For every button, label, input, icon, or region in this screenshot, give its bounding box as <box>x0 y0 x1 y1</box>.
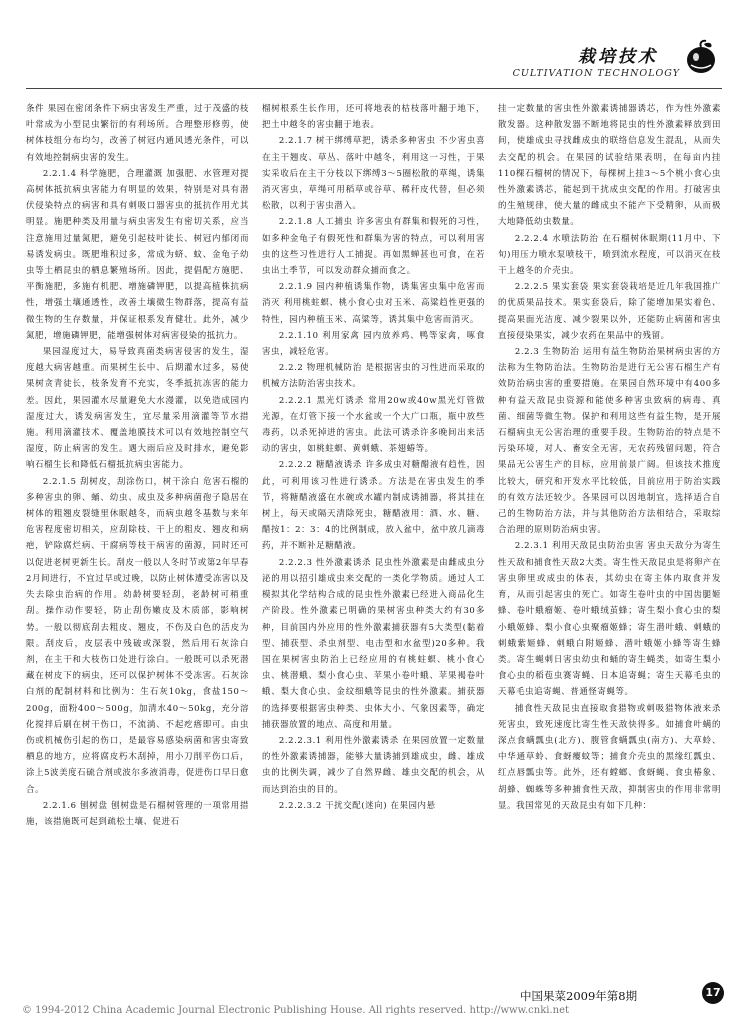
paragraph: 2.2.2.3 性外激素诱杀 昆虫性外激素是由雌成虫分泌的用以招引雄成虫来交配的一类化学物质。通过人工模拟其化学结构合成的昆虫性外激素已经进入商品化生产阶段。性外激素已明确的果树害虫种类大约有30多种，目前国内外应用的性外激素捕获器有5大类型(黏着型、捕获型、杀虫剂型、电击型和水盆型)20多种。我国在果树害虫防治上已经应用的有桃蛀螟、桃小食心虫、桃潜蛾、梨小食心虫、苹果小卷叶蛾、苹果褐卷叶蛾、梨大食心虫、金纹细蛾等昆虫的性外激素。捕获器的选择要根据害虫种类、虫体大小、气象因素等，确定捕获器放置的地点、高度和用量。 <box>262 556 485 729</box>
paragraph: 2.2.2.5 果实套袋 果实套袋栽培是近几年我国推广的优质果品技术。果实套袋后，除了能增加果实着色、提高果面光洁度、减少裂果以外，还能防止病菌和害虫直接侵染果实，减少农药在果品中的残留。 <box>498 281 721 340</box>
paragraph: 2.2.1.9 园内种植诱集作物，诱集害虫集中危害而消灭 利用桃蛀螟、桃小食心虫对玉米、高粱趋性更强的特性，园内种植玉米、高粱等，诱其集中危害而消灭。 <box>262 281 485 324</box>
paragraph: 2.2.2.3.2 干扰交配(迷向) 在果园内悬 <box>278 799 436 810</box>
fruit-logo-icon <box>682 38 720 76</box>
text-column-1 <box>26 100 249 966</box>
paragraph: 2.2.3.1 利用天敌昆虫防治虫害 害虫天敌分为寄生性天敌和捕食性天敌2大类。寄生性天敌昆虫是将卵产在害虫卵里或成虫的体表，其幼虫在寄主体内取食并发育，从而引起害虫的死亡。如寄生卷叶虫的中国齿腿姬蜂、卷叶蛾瘤姬、卷叶蛾绒茧蜂；寄生梨小食心虫的梨小蛾姬蜂、梨小食心虫聚瘤姬蜂；寄生潜叶蛾、刺蛾的刺蛾紫姬蜂、刺蛾白附姬蜂、潜叶蛾姬小蜂等寄生蜂类。寄生蝇刺日害虫幼虫和蛹的寄生蝇类，如寄生梨小食心虫的稻苞虫赛寄蝇、日本追寄蝇；寄生天幕毛虫的天幕毛虫追寄蝇、普通怪寄蝇等。 <box>498 540 721 697</box>
paragraph: 捕食性天敌昆虫直接取食猎物或刺吸猎物体液来杀死害虫，致死速度比寄生性天敌快得多。如捕食叶螨的深点食螨瓢虫(北方)、腹管食螨瓢虫(南方)、大草蛉、中华通草蛉、食蚜瘿蚊等；捕食介壳虫的黑缘红瓢虫、红点唇瓢虫等。此外，还有螳螂、食蚜蝇、食虫椿象、胡蜂、蜘蛛等多种捕食性天敌，抑制害虫的作用非常明显。我国常见的天敌昆虫有如下几种： <box>498 702 721 810</box>
page-header <box>0 0 750 96</box>
article-body <box>26 100 722 966</box>
text-column-3 <box>498 100 721 966</box>
paragraph: 2.2.2.1 黑光灯诱杀 常用20w或40w黑光灯管做光源，在灯管下接一个水盆或一个大广口瓶，瓶中放些毒药，以杀死掉进的害虫。此法可诱杀许多晚间出来活动的害虫，如桃蛀螟、黄刺蛾、茶翅蝽等。 <box>262 394 485 454</box>
paragraph: 2.2.2 物理机械防治 是根据害虫的习性进而采取的机械方法防治害虫技术。 <box>262 362 485 389</box>
paragraph: 2.2.2.2 糖醋液诱杀 许多成虫对糖醋液有趋性，因此，可利用该习性进行诱杀。方法是在害虫发生的季节，将糖醋液盛在水碗或水罐内制成诱捕器，将其挂在树上，每天或隔天清除死虫，糖醋液用：酒、水、糖、醋按1：2：3：4的比例制成，放入盆中，盆中放几滴毒药，并不断补足糖醋液。 <box>262 459 485 551</box>
header-rule <box>26 88 722 89</box>
paragraph: 2.2.1.8 人工捕虫 许多害虫有群集和假死的习性，如多种金龟子有假死性和群集为害的特点，可以利用害虫的这些习性进行人工捕捉。再如黑蝉甚也可食，在若虫出土季节，可以发动群众捕而食之。 <box>262 216 485 276</box>
paragraph: 2.2.2.4 水喷法防治 在石榴树休眠期(11月中、下旬)用压力喷水泵喷枝干，喷到流水程度，可以消灭在枝干上越冬的介壳虫。 <box>498 232 721 276</box>
section-title: 栽培技术 <box>578 47 658 67</box>
text-column-2 <box>262 100 485 966</box>
paragraph: 2.2.1.10 利用家禽 园内放养鸡、鸭等家禽，啄食害虫，减轻危害。 <box>262 329 485 357</box>
paragraph: 2.2.3 生物防治 运用有益生物防治果树病虫害的方法称为生物防治法。生物防治是进行无公害石榴生产有效防治病虫害的重要措施。在果园自然环境中有400多种有益天敌昆虫资源和能使多种害虫致病的病毒、真菌、细菌等微生物。保护和利用这些有益生物，是开展石榴病虫无公害治理的重要手段。生物防治的特点是不污染环境，对人、畜安全无害，无农药残留问题，符合果品无公害生产的目标，应用前景广阔。但该技术推度比较大，研究和开发水平比较低，目前应用于防治实践的有效方法还较少。各果园可以因地制宜，选择适合自己的生物防治方法，并与其他防治方法相结合，采取综合治理的原则防治病虫害。 <box>498 346 721 535</box>
paragraph: 条件 果园在密闭条件下病虫害发生严重，过于茂盛的枝叶常成为小型昆虫繁衍的有利场所。合理整形修剪，使树体枝组分布均匀，改善了树冠内通风透光条件，可以有效地控制病虫害的发生。 <box>26 103 249 162</box>
paragraph: 2.2.1.5 刮树皮，刮涂伤口，树干涂白 危害石榴的多种害虫的卵、蛹、幼虫、成虫及多种病菌孢子隐居在树体的粗翘皮裂缝里休眠越冬，而病虫越冬基数与来年危害程度密切相关，应刮除枝、干上的粗皮、翘皮和病疤，铲除腐烂病、干腐病等枝干病害的菌源，同时还可以促进老树更新生长。刮皮一般以人冬时节或第2年早春2月间进行，不宜过早或过晚，以防止树体遭受冻害以及失去除虫治病的作用。幼龄树要轻刮，老龄树可稍重刮。操作动作要轻，防止刮伤嫩皮及木质部，影响树势。一般以彻底刮去粗皮、翘皮，不伤及白色的活皮为限。刮皮后，皮层表中残破或深裂，然后用石灰涂白剂，在主干和大枝伤口处进行涂白。一般既可以杀死潜藏在树皮下的病虫，还可以保护树体不受冻害。石灰涂白剂的配制材料和比例为：生石灰10kg，食盐150～200g，面粉400～500g，加清水40～50kg，充分溶化搅拌后刷在树干伤口，不流淌、不起疙瘩即可。由虫伤或机械伤引起的伤口，是最容易感染病菌和害虫寄致栖息的地方，应将腐皮朽木刮掉，用小刀削平伤口后，涂上5波美度石硫合剂或波尔多液消毒，促进伤口早日愈合。 <box>26 475 249 794</box>
paragraph: 榴树根系生长作用，还可将地表的枯枝落叶翻于地下，把土中越冬的害虫翻于地表。 <box>262 103 485 130</box>
paragraph: 2.2.1.7 树干绑缚草把，诱杀多种害虫 不少害虫喜在主干翘皮、草丛、落叶中越冬，利用这一习性，于果实采收后在主干分枝以下绑缚3～5圈松散的草绳，诱集消灭害虫，草绳可用稻草或谷草、稀秆皮代替，但必须松散，以利于害虫潜入。 <box>262 135 485 211</box>
section-subtitle: CULTIVATION TECHNOLOGY <box>512 68 680 79</box>
page-number: 17 <box>702 982 724 1004</box>
paragraph: 果园湿度过大，易导致真菌类病害侵害的发生，湿度越大病害越重。而果树生长中、后期灌水过多，易使果树贪青徒长，枝条发育不充实，冬季抵抗冻害的能力差。因此，果园灌水尽量避免大水漫灌，以免造成园内湿度过大，诱发病害发生，宜尽量采用滴灌等节水措施。利用滴灌技术、覆盖地膜技术可以有效地控制空气湿度，防止病害的发生。遇大雨后应及时排水，避免影响石榴生长和降低石榴抵抗病虫害能力。 <box>26 346 249 470</box>
copyright-notice: © 1994-2012 China Academic Journal Electronic Publishing House. All rights reserved. http://www.cnki.net <box>22 1005 570 1016</box>
paragraph: 2.2.1.6 刨树盘 刨树盘是石榴树管理的一项常用措施，该措施既可起到疏松土壤、促进石 <box>26 799 249 826</box>
journal-issue: 中国果菜2009年第8期 <box>520 989 638 1003</box>
paragraph: 2.2.1.4 科学施肥，合理灌溉 加强肥、水管理对提高树体抵抗病虫害能力有明显的效果，特别是对具有潜伏侵染特点的病害和具有刺吸口器害虫的抵抗作用尤其明显。施肥种类及用量与病虫害发生有密切关系，应当注意施用过量氮肥，避免引起枝叶徒长、树冠内郁闭而易诱发病虫。既肥堆积过多，常成为蛴、蚊、金龟子幼虫等土栖昆虫的栖息繁殖场所。因此，提倡配方施肥、平衡施肥，多施有机肥、增施磷钾肥，以提高植株抗病性，增强土壤通透性，改善土壤微生物群落，提高有益微生物的生存数量，并保证根系发育健壮。此外，减少氮肥，增施磷钾肥，能增强树体对病害侵染的抵抗力。 <box>26 167 249 340</box>
paragraph: 挂一定数量的害虫性外激素诱捕器诱芯，作为性外激素散发器。这种散发器不断地将昆虫的性外激素释放到田间，使雄成虫寻找雌成虫的联络信息发生混乱，从而失去交配的机会。在果园的试验结果表明，在每亩内挂110棵石榴树的情况下，每棵树上挂3～5个桃小食心虫性外激素诱芯，能起到干扰成虫交配的作用。打破害虫的生殖规律，使大量的雌成虫不能产下受精卵，从而极大地降低幼虫数量。 <box>498 103 721 227</box>
paragraph: 2.2.2.3.1 利用性外激素诱杀 在果园放置一定数量的性外激素诱捕器，能够大量诱捕到雄成虫，雌、雄成虫的比例失调，减少了自然界雌、雄虫交配的机会，从而达到治虫的目的。 <box>262 734 485 794</box>
